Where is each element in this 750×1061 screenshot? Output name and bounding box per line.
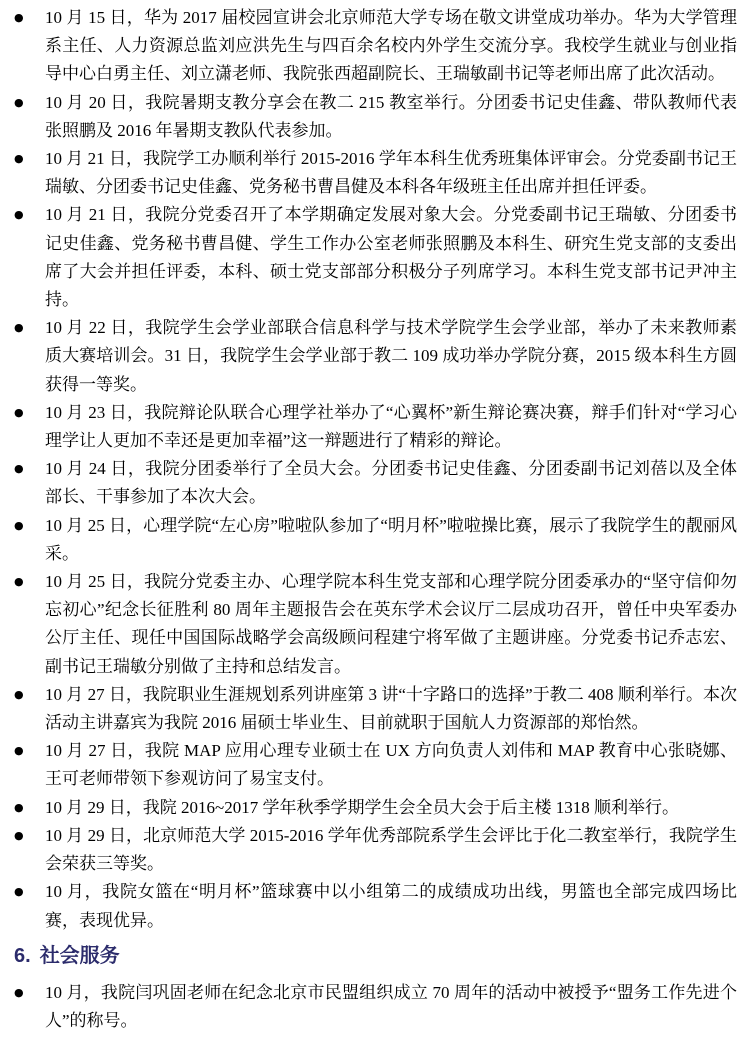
event-item — [14, 822, 737, 878]
bullet-icon: ● — [14, 405, 24, 419]
event-text: 10 月 27 日，我院职业生涯规划系列讲座第 3 讲“十字路口的选择”于教二 408 顺利举行。本次活动主讲嘉宾为我院 2016 届硕士毕业生、目前就职于国航人力资源部的郑怡然。 — [45, 684, 737, 733]
bullet-icon: ● — [14, 208, 24, 222]
bullet-icon: ● — [14, 687, 24, 701]
events-list-section5 — [14, 4, 737, 935]
bullet-icon: ● — [14, 744, 24, 758]
bullet-icon: ● — [14, 885, 24, 899]
event-item — [14, 512, 737, 568]
event-text: 10 月，我院女篮在“明月杯”篮球赛中以小组第二的成绩成功出线，男篮也全部完成四场比赛，表现优异。 — [45, 882, 737, 930]
event-item — [14, 145, 737, 201]
event-text: 10 月，我院闫巩固老师在纪念北京市民盟组织成立 70 周年的活动中被授予“盟务工作先进个人”的称号。 — [45, 982, 737, 1030]
event-text: 10 月 25 日，心理学院“左心房”啦啦队参加了“明月杯”啦啦操比赛，展示了我院学生的靓丽风采。 — [45, 515, 737, 563]
section-title: 社会服务 — [39, 944, 120, 967]
bullet-icon: ● — [14, 575, 24, 589]
event-text: 10 月 25 日，我院分党委主办、心理学院本科生党支部和心理学院分团委承办的“坚守信仰勿忘初心”纪念长征胜利 80 周年主题报告会在英东学术会议厅二层成功召开，曾任中央军委办公厅主任、现任中国国际战略学会高级顾问程建宁将军做了主题讲座。分党委书记乔志宏、副书记王瑞敏分别做了主持和总结发言。 — [45, 572, 737, 676]
section-number: 6. — [14, 944, 31, 967]
event-item — [14, 979, 737, 1035]
event-item — [14, 737, 737, 793]
event-text: 10 月 21 日，我院分党委召开了本学期确定发展对象大会。分党委副书记王瑞敏、分团委书记史佳鑫、党务秘书曹昌健、学生工作办公室老师张照鹏及本科生、研究生党支部的支委出席了大会并担任评委，本科、硕士党支部部分积极分子列席学习。本科生党支部书记尹冲主持。 — [45, 205, 737, 310]
event-text: 10 月 23 日，我院辩论队联合心理学社举办了“心翼杯”新生辩论赛决赛，辩手们针对“学习心理学让人更加不幸还是更加幸福”这一辩题进行了精彩的辩论。 — [45, 402, 737, 451]
bullet-icon: ● — [14, 800, 24, 814]
bullet-icon: ● — [14, 462, 24, 476]
event-item — [14, 455, 737, 511]
event-item — [14, 878, 737, 934]
event-item — [14, 4, 737, 89]
bullet-icon: ● — [14, 95, 24, 109]
bullet-icon: ● — [14, 152, 24, 166]
bullet-icon: ● — [14, 11, 24, 24]
event-text: 10 月 27 日，我院 MAP 应用心理专业硕士在 UX 方向负责人刘伟和 MAP 教育中心张晓娜、王可老师带领下参观访问了易宝支付。 — [45, 741, 737, 789]
event-text: 10 月 29 日，我院 2016~2017 学年秋季学期学生会全员大会于后主楼 1318 顺利举行。 — [45, 797, 679, 817]
event-text: 10 月 20 日，我院暑期支教分享会在教二 215 教室举行。分团委书记史佳鑫、带队教师代表张照鹏及 2016 年暑期支教队代表参加。 — [45, 92, 737, 140]
section-heading-social-service — [14, 943, 737, 969]
bullet-icon: ● — [14, 321, 24, 335]
event-item — [14, 314, 737, 399]
event-text: 10 月 29 日，北京师范大学 2015-2016 学年优秀部院系学生会评比于化二教室举行，我院学生会荣获三等奖。 — [45, 825, 737, 874]
events-list-section6 — [14, 979, 737, 1035]
event-item — [14, 399, 737, 455]
event-item — [14, 681, 737, 737]
bullet-icon: ● — [14, 985, 24, 999]
event-text: 10 月 22 日，我院学生会学业部联合信息科学与技术学院学生会学业部，举办了未来教师素质大赛培训会。31 日，我院学生会学业部于教二 109 成功举办学院分赛，2015 级本科生方圆获得一等奖。 — [45, 318, 737, 394]
bullet-icon: ● — [14, 828, 24, 842]
event-text: 10 月 24 日，我院分团委举行了全员大会。分团委书记史佳鑫、分团委副书记刘蓓以及全体部长、干事参加了本次大会。 — [45, 459, 737, 507]
event-text: 10 月 21 日，我院学工办顺利举行 2015-2016 学年本科生优秀班集体评审会。分党委副书记王瑞敏、分团委书记史佳鑫、党务秘书曹昌健及本科各年级班主任出席并担任评委。 — [45, 149, 737, 197]
event-text: 10 月 15 日，华为 2017 届校园宣讲会北京师范大学专场在敬文讲堂成功举办。华为大学管理系主任、人力资源总监刘应洪先生与四百余名校内外学生交流分享。我校学生就业与创业指导中心白勇主任、刘立潇老师、我院张西超副院长、王瑞敏副书记等老师出席了此次活动。 — [45, 8, 737, 84]
event-item — [14, 568, 737, 681]
event-item — [14, 794, 737, 822]
event-item — [14, 201, 737, 314]
bullet-icon: ● — [14, 518, 24, 532]
event-item — [14, 89, 737, 145]
